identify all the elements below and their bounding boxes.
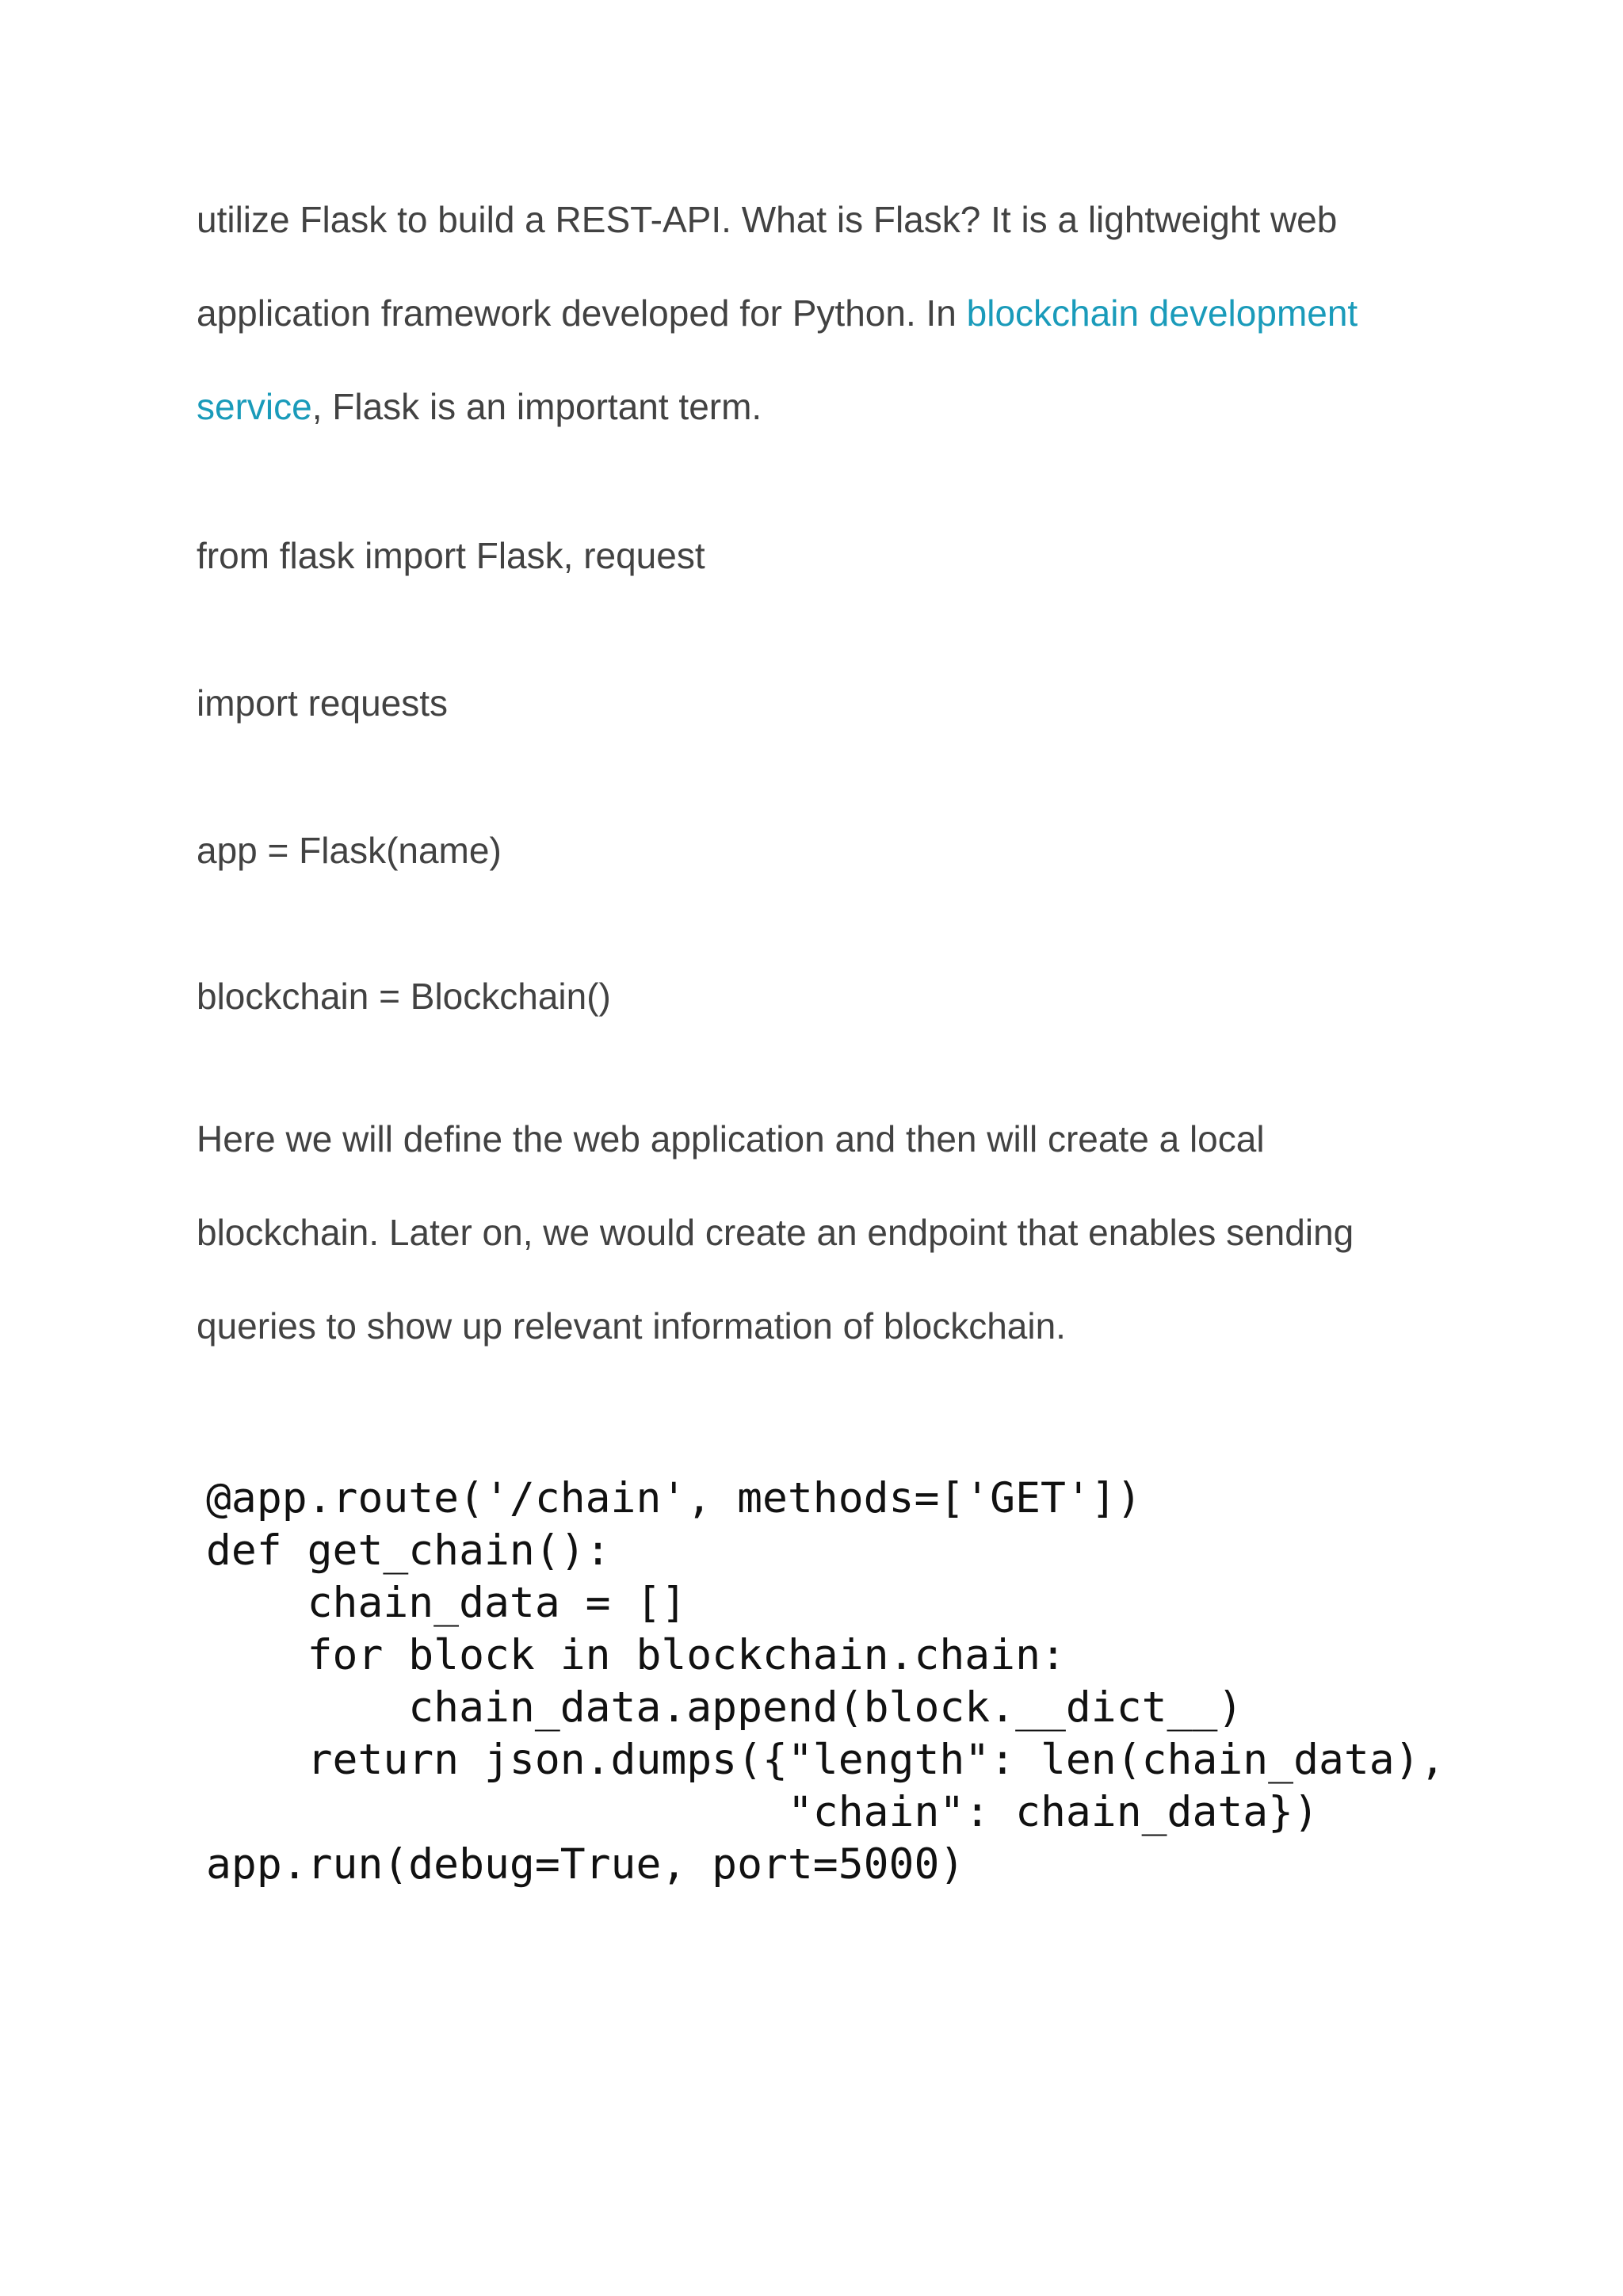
app-definition-line: app = Flask(name) [197, 830, 502, 871]
description-paragraph: Here we will define the web application and then will create a local blockchain. Later on, we would create an endpoint that enables sending queries to show up relevant information of blockchain. [197, 1118, 1354, 1347]
code-snippet: @app.route('/chain', methods=['GET']) def get_chain(): chain_data = [] for block in blockchain.chain: chain_data.append(block.__dict__) return json.dumps({"length": len(chain_data), "chain": chain_data}) app.run(debug=True, port=5000) [206, 1474, 1445, 1889]
blockchain-definition-line: blockchain = Blockchain() [197, 976, 611, 1017]
code-snippet-image [198, 1465, 1445, 1908]
intro-text-before-link: utilize Flask to build a REST-API. What is Flask? It is a lightweight web application framework developed for Python. In [197, 199, 1338, 334]
intro-text-after-link: , Flask is an important term. [311, 386, 762, 427]
intro-paragraph [197, 173, 1433, 453]
import-requests-line: import requests [197, 682, 449, 724]
import-flask-line: from flask import Flask, request [197, 535, 705, 576]
blockchain-development-service-link[interactable]: blockchain development service [197, 292, 1358, 427]
